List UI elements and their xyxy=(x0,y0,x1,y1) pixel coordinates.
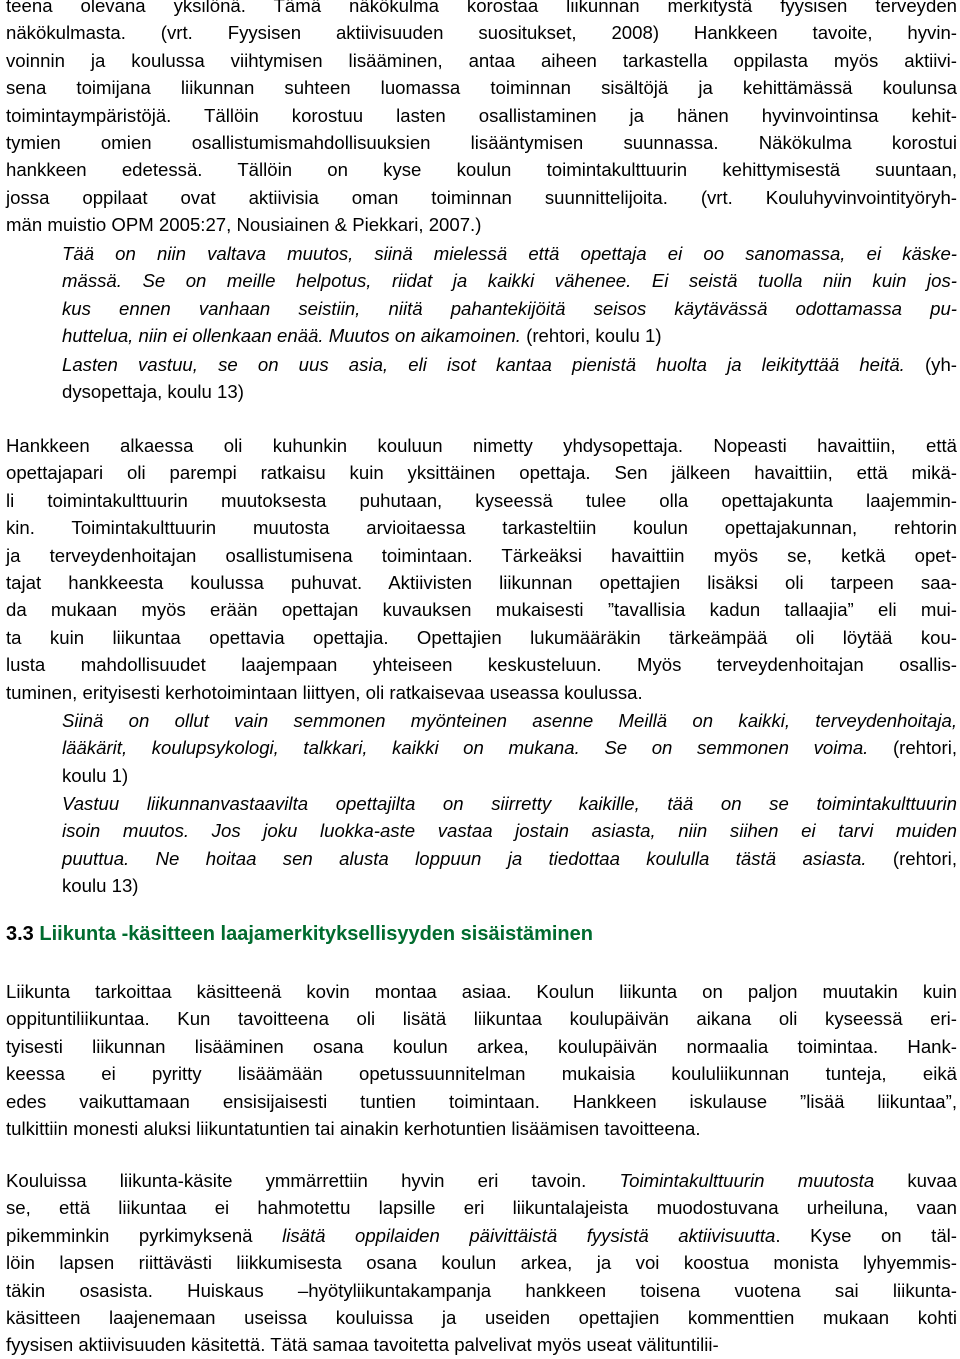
text-line: tuminen, erityisesti kerhotoimintaan liittyen, oli ratkaisevaa useassa koulussa. xyxy=(6,681,643,703)
quote-liaison-teacher xyxy=(62,351,957,406)
text-line: da mukaan myös erään opettajan kuvauksen mukaisesti ”tavallisia kadun tallaajia” eli mui- xyxy=(6,599,957,621)
text-line: tulkittiin monesti aluksi liikuntatuntien tai ainakin kerhotuntien lisäämisen tavoitteena. xyxy=(6,1118,701,1140)
text-line: edes vaikuttamaan ensisijaisesti tuntien toimintaan. Hankkeen iskulause ”lisää liikuntaa”, xyxy=(6,1090,957,1112)
text-line xyxy=(62,872,957,899)
text-line xyxy=(62,322,957,349)
quote-principal-13 xyxy=(62,790,957,900)
quote-principal-1 xyxy=(62,240,957,350)
text-line: kin. Toimintakulttuurin muutosta arvioitaessa tarkasteltiin koulun opettajakunnan, rehtorin xyxy=(6,517,957,539)
text-line: tajat hankkeesta koulussa puhuvat. Aktiivisten liikunnan opettajien lisäksi oli tarpeen saa- xyxy=(6,572,957,594)
text-line: lusta mahdollisuudet laajempaan yhteiseen keskusteluun. Myös terveydenhoitajan osallis- xyxy=(6,654,957,676)
text-line xyxy=(62,240,957,267)
text-line: teena olevana yksilönä. Tämä näkökulma korostaa liikunnan merkitystä fyysisen terveyden xyxy=(6,0,957,16)
quote-text: Vastuu liikunnanvastaavilta opettajilta on siirretty kaikille, tää on se toimintakulttuurin xyxy=(62,793,957,814)
text-line xyxy=(62,762,957,789)
text-line xyxy=(6,1194,957,1221)
paragraph-intro xyxy=(6,0,957,239)
text-line: näkökulmasta. (vrt. Fyysisen aktiivisuuden suositukset, 2008) Hankkeen tavoite, hyvin- xyxy=(6,22,957,44)
text-line xyxy=(62,351,957,378)
text-line xyxy=(6,1222,957,1249)
text-line: Hankkeen alkaessa oli kuhunkin kouluun nimetty yhdysopettaja. Nopeasti havaittiin, että xyxy=(6,435,957,456)
body-text: Kouluissa liikunta-käsite ymmärrettiin hyvin eri tavoin. xyxy=(6,1170,620,1191)
text-line: oppituntiliikuntaa. Kun tavoitteena oli lisätä liikuntaa koulupäivän aikana oli kyseessä eri- xyxy=(6,1008,957,1030)
quote-text: Lasten vastuu, se on uus asia, eli isot kantaa pienistä huolta ja leikityttää heitä. xyxy=(62,354,905,375)
emphasis-text: Toimintakulttuurin muutosta xyxy=(619,1170,875,1191)
quote-text: lääkärit, koulupsykologi, talkkari, kaikki on mukana. Se on semmonen voima. xyxy=(62,737,869,759)
text-line xyxy=(62,790,957,817)
text-line: opettajapari oli parempi ratkaisu kuin yksittäinen opettaja. Sen jälkeen havaittiin, että mikä- xyxy=(6,462,957,484)
text-line: sena toimijana liikunnan suhteen luomassa toiminnan sisältöjä ja kehittämässä koulunsa xyxy=(6,77,957,99)
text-line: Liikunta tarkoittaa käsitteenä kovin montaa asiaa. Koulun liikunta on paljon muutakin kuin xyxy=(6,981,957,1002)
quote-attribution: koulu 13) xyxy=(62,875,139,897)
quote-attribution: (rehtori, xyxy=(868,737,958,759)
quote-text: isoin muutos. Jos joku luokka-aste vastaa jostain asiasta, niin siihen ei tarvi muiden xyxy=(62,820,957,842)
text-line: jossa oppilaat ovat aktiivisia oman toiminnan suunnittelijoita. (vrt. Kouluhyvinvointityöryh- xyxy=(6,186,957,208)
text-line: voinnin ja koulussa viihtymisen lisääminen, antaa aiheen tarkastella oppilasta myös aktiivi- xyxy=(6,49,957,71)
text-line xyxy=(62,817,957,844)
text-line xyxy=(62,295,957,322)
paragraph-understanding-of-exercise xyxy=(6,1167,957,1359)
section-heading xyxy=(6,920,593,948)
text-line xyxy=(62,378,957,405)
quote-attribution: (yh- xyxy=(904,354,957,375)
quote-attribution: (rehtori, koulu 1) xyxy=(520,325,662,347)
body-text: fyysisen aktiivisuuden käsitettä. Tätä samaa tavoitetta palvelivat myös useat välituntilii- xyxy=(6,1334,719,1356)
text-line: li toimintakulttuurin muutoksesta puhutaan, kyseessä tulee olla opettajakunta laajemmin- xyxy=(6,489,957,511)
body-text: pikemminkin pyrkimyksenä xyxy=(6,1224,283,1246)
emphasis-text: lisätä oppilaiden päivittäistä fyysistä aktiivisuutta xyxy=(282,1224,776,1246)
quote-attribution: (rehtori, xyxy=(866,847,957,869)
text-line xyxy=(6,1304,957,1331)
section-title: Liikunta -käsitteen laajamerkityksellisyyden sisäistäminen xyxy=(33,923,593,945)
quote-text: Siinä on ollut vain semmonen myönteinen asenne Meillä on kaikki, terveydenhoitaja, xyxy=(62,710,957,731)
text-line: tymien omien osallistumismahdollisuuksien lisääntymisen suunnassa. Näkökulma korostui xyxy=(6,132,957,154)
paragraph-concept-of-exercise xyxy=(6,978,957,1142)
text-line xyxy=(6,1277,957,1304)
text-line xyxy=(6,1167,957,1194)
quote-attribution: koulu 1) xyxy=(62,764,129,786)
body-text: löin lapsen riittävästi liikkumisesta osana koulun arkea, ja voi koostua monista lyhyemmis- xyxy=(6,1252,957,1274)
body-text: kuvaa xyxy=(874,1170,957,1191)
quote-attribution: dysopettaja, koulu 13) xyxy=(62,381,244,403)
quote-principal-1-b xyxy=(62,707,957,789)
paragraph-liaison-teachers xyxy=(6,432,957,706)
text-line: ja terveydenhoitajan osallistumisena toimintaan. Tärkeäksi havaittiin myös se, ketkä opet- xyxy=(6,544,957,566)
text-line xyxy=(62,734,957,761)
quote-text: kus ennen vanhaan seistiin, niitä pahantekijöitä seisos käytävässä odottamassa pu- xyxy=(62,297,957,319)
quote-text: Tää on niin valtava muutos, siinä mielessä että opettaja ei oo sanomassa, ei käske- xyxy=(62,243,957,264)
text-line: keessa ei pyritty lisäämään opetussuunnitelman mukaisia koululiikunnan tunteja, eikä xyxy=(6,1063,957,1085)
text-line: tyisesti liikunnan lisääminen osana koulun arkea, koulupäivän normaalia toimintaa. Hank- xyxy=(6,1035,957,1057)
body-text: käsitteen laajenemaan useissa kouluissa ja useiden opettajien kommenttien mukaan kohti xyxy=(6,1307,957,1329)
text-line: män muistio OPM 2005:27, Nousiainen & Piekkari, 2007.) xyxy=(6,214,482,236)
body-text: . Kyse on täl- xyxy=(775,1224,957,1246)
quote-text: mässä. Se on meille helpotus, riidat ja kaikki vähenee. Ei seistä tuolla niin kuin jos- xyxy=(62,270,957,292)
section-number: 3.3 xyxy=(6,923,34,945)
text-line xyxy=(6,1331,957,1358)
text-line xyxy=(62,707,957,734)
quote-text: huttelua, niin ei ollenkaan enää. Muutos on aikamoinen. xyxy=(62,325,521,347)
text-line xyxy=(62,267,957,294)
body-text: se, että liikuntaa ei hahmotettu lapsille eri liikuntalajeista muodostuvana urheiluna, vaan xyxy=(6,1197,957,1219)
text-line: toimintaympäristöjä. Tällöin korostuu lasten osallistaminen ja hänen hyvinvointinsa kehit- xyxy=(6,104,957,126)
text-line xyxy=(6,1249,957,1276)
quote-text: puuttua. Ne hoitaa sen alusta loppuun ja tiedottaa koululla tästä asiasta. xyxy=(62,847,867,869)
text-line: ta kuin liikuntaa opettavia opettajia. Opettajien lukumääräkin tärkeämpää oli löytää kou- xyxy=(6,626,957,648)
body-text: täkin osasista. Huiskaus –hyötyliikuntakampanja hankkeen toisena vuotena sai liikunta- xyxy=(6,1279,957,1301)
text-line: hankkeen edetessä. Tällöin on kyse koulun toimintakulttuurin kehittymisestä suuntaan, xyxy=(6,159,957,181)
text-line xyxy=(62,845,957,872)
